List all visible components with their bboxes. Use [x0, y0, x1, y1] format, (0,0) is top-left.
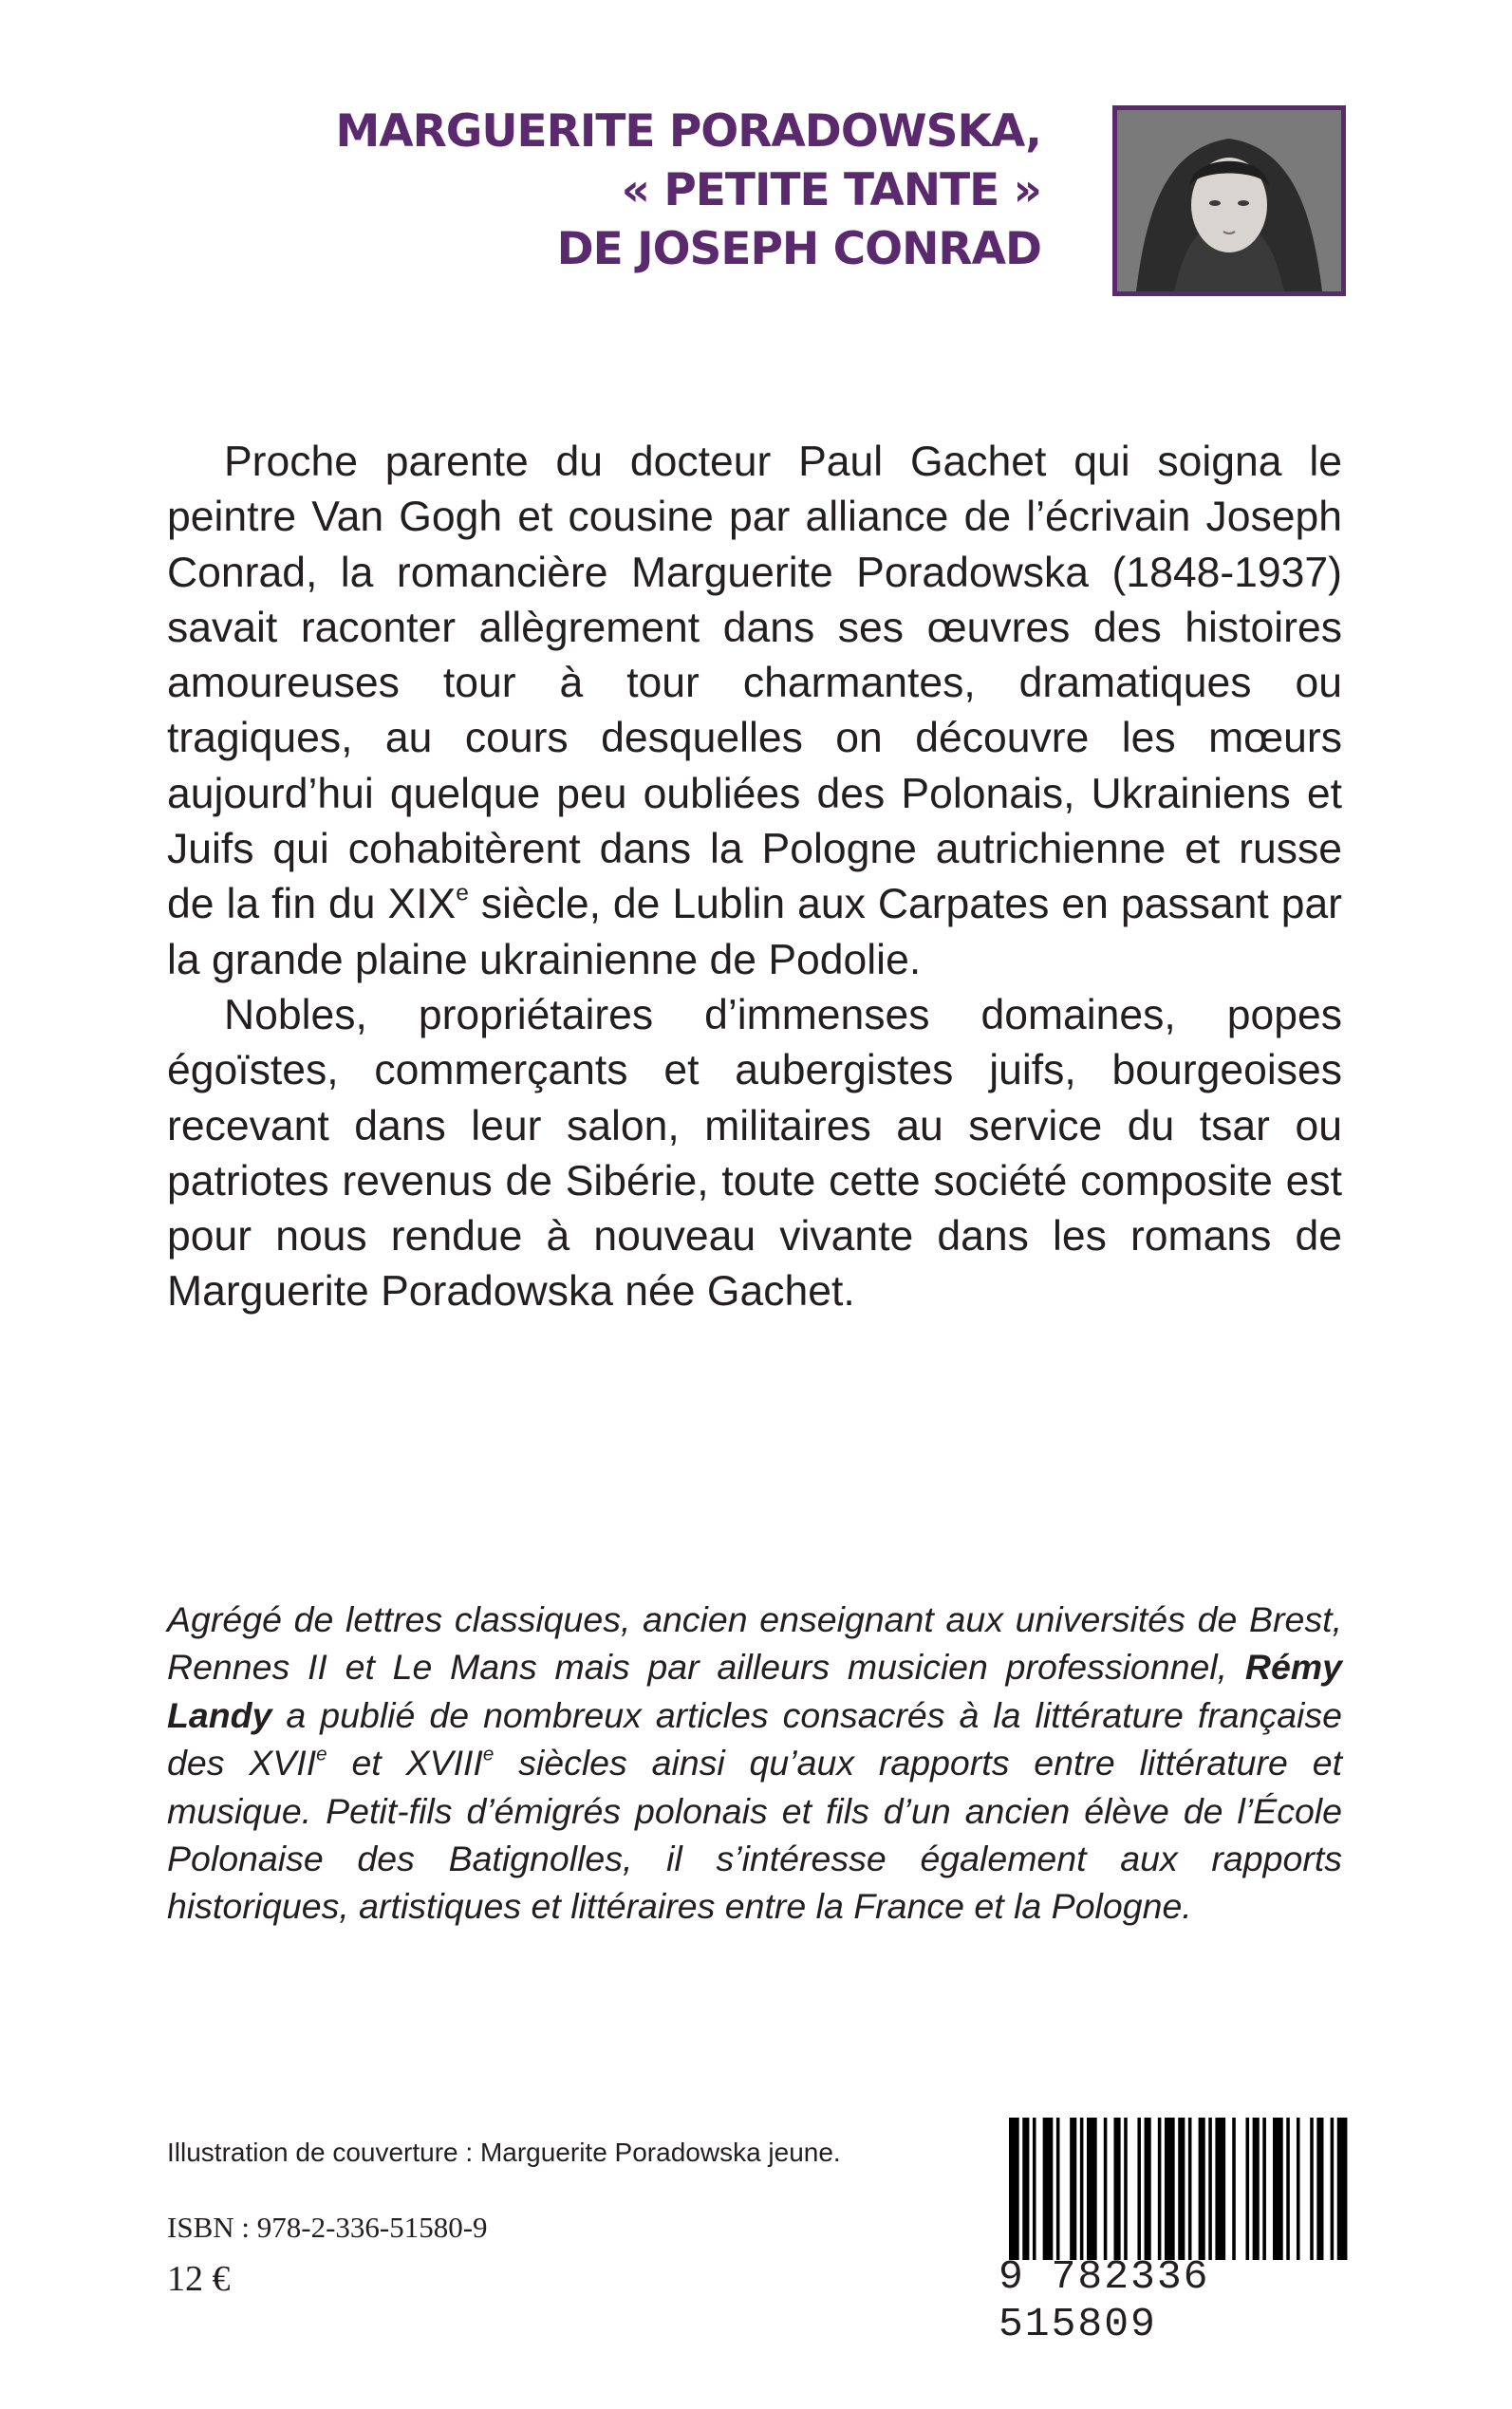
barcode-bar	[1188, 2118, 1192, 2260]
barcode-bar	[1158, 2118, 1162, 2260]
bio-text-4: siècles ainsi qu’aux rapports entre littérature et musique. Petit-fils d’émigrés polonais et fils d’un ancien élève de l’École Polonaise des Batignolles, il s’intéresse également aux rapports historiques, artistiques et littéraires entre la France et la Pologne.	[167, 1743, 1342, 1927]
barcode-bar	[1087, 2118, 1097, 2260]
barcode-bar	[1273, 2118, 1283, 2260]
portrait-figure	[1117, 110, 1341, 291]
isbn: ISBN : 978-2-336-51580-9	[167, 2211, 488, 2244]
barcode-bar	[1022, 2118, 1029, 2260]
barcode-bar	[1056, 2118, 1060, 2260]
barcode-bar	[1113, 2118, 1120, 2260]
barcode-bar	[1316, 2118, 1323, 2260]
author-bio	[167, 1596, 1342, 1931]
barcode-bar	[1178, 2118, 1185, 2260]
barcode-bar	[1137, 2118, 1141, 2260]
barcode-bar	[1253, 2118, 1260, 2260]
summary-p1-text: Proche parente du docteur Paul Gachet qui soigna le peintre Van Gogh et cousine par alliance de l’écrivain Joseph Conrad, la romancière Marguerite Poradowska (1848-1937) savait raconter allègrement dans ses œuvres des histoires amoureuses tour à tour charmantes, dramatiques ou tragiques, au cours desquelles on découvre les mœurs aujourd’hui quelque peu oubliées des Polonais, Ukrainiens et Juifs qui cohabitèrent dans la Pologne autrichienne et russe de la fin du XIX	[167, 439, 1342, 928]
summary-p1-sup: e	[456, 881, 469, 907]
summary-paragraph-2: Nobles, propriétaires d’immenses domaines, popes égoïstes, commerçants et aubergistes juifs, bourgeoises recevant dans leur salon, militaires au service du tsar ou patriotes revenus de Sibérie, toute cette société composite est pour nous rendue à nouveau vivante dans les romans de Marguerite Poradowska née Gachet.	[167, 991, 1342, 1316]
author-name: Rémy Landy	[167, 1647, 1342, 1735]
barcode-bar	[1310, 2118, 1314, 2260]
barcode-bar	[1009, 2118, 1019, 2260]
cover-illustration-credit: Illustration de couverture : Marguerite Poradowska jeune.	[167, 2138, 841, 2167]
bio-sup-1: e	[316, 1743, 327, 1765]
barcode-bar	[1165, 2118, 1175, 2260]
barcode-bar	[1208, 2118, 1212, 2260]
barcode-bar	[1104, 2118, 1108, 2260]
bio-text-1: Agrégé de lettres classiques, ancien enseignant aux universités de Brest, Rennes II et Le Mans mais par ailleurs musicien professionnel,	[167, 1599, 1342, 1688]
bio-sup-2: e	[482, 1743, 495, 1765]
title-line-2: « PETITE TANTE »	[621, 164, 1041, 216]
barcode-bar	[1232, 2118, 1236, 2260]
bio-text-2: a publié de nombreux articles consacrés à la littérature française des XVII	[167, 1694, 1342, 1783]
barcode-bars	[1009, 2118, 1351, 2260]
portrait-photo	[1112, 105, 1346, 296]
summary-text	[167, 435, 1342, 1320]
bio-text-3: et XVIII	[327, 1743, 483, 1783]
bio-paragraph	[167, 1596, 1342, 1931]
title-line-3: DE JOSEPH CONRAD	[556, 223, 1041, 275]
title-line-1: MARGUERITE PORADOWSKA,	[335, 105, 1041, 158]
summary-p1-text-end: siècle, de Lublin aux Carpates en passant par la grande plaine ukrainienne de Podolie.	[167, 881, 1343, 983]
barcode-bar	[1033, 2118, 1036, 2260]
barcode-bar	[1215, 2118, 1225, 2260]
book-title	[171, 103, 1041, 279]
barcode-bar	[1199, 2118, 1205, 2260]
barcode-bar	[1331, 2118, 1335, 2260]
barcode-bar	[1297, 2118, 1300, 2260]
barcode-digits: 9 782336 515809	[999, 2253, 1210, 2347]
barcode-bar	[1124, 2118, 1128, 2260]
barcode-bar	[1337, 2118, 1348, 2260]
barcode-bar	[1070, 2118, 1076, 2260]
barcode-bar	[1246, 2118, 1250, 2260]
barcode-bar	[1145, 2118, 1151, 2260]
barcode-bar	[1043, 2118, 1054, 2260]
price: 12 €	[167, 2259, 231, 2299]
barcode-bar	[1080, 2118, 1084, 2260]
summary-paragraph-1	[167, 435, 1342, 988]
barcode-bar	[1286, 2118, 1290, 2260]
barcode-bar	[1262, 2118, 1266, 2260]
